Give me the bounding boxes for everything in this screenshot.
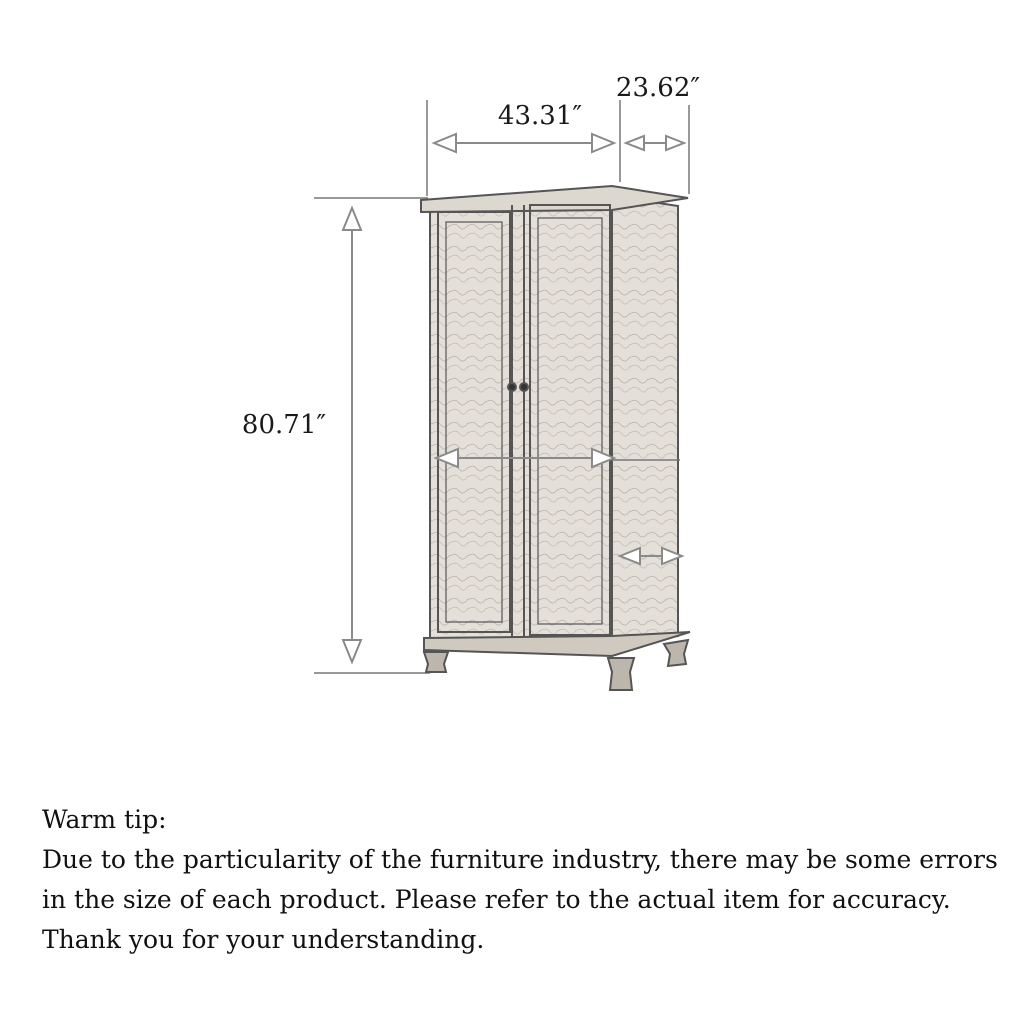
depth-arrow-icon (626, 136, 684, 150)
height-label: 80.71″ (241, 410, 327, 440)
height-arrow-icon (343, 208, 361, 662)
wardrobe-sketch-icon (421, 186, 690, 690)
depth-label: 23.62″ (615, 73, 701, 103)
warm-tip-body: Due to the particularity of the furniture industry, there may be some errors in the size of each product. Please refer to the actual item for accuracy. Thank you for your understanding. (42, 845, 998, 954)
warm-tip-title: Warm tip: (42, 805, 167, 834)
width-arrow-icon (434, 134, 614, 152)
warm-tip-section (42, 800, 1002, 960)
width-label: 43.31″ (497, 101, 583, 131)
